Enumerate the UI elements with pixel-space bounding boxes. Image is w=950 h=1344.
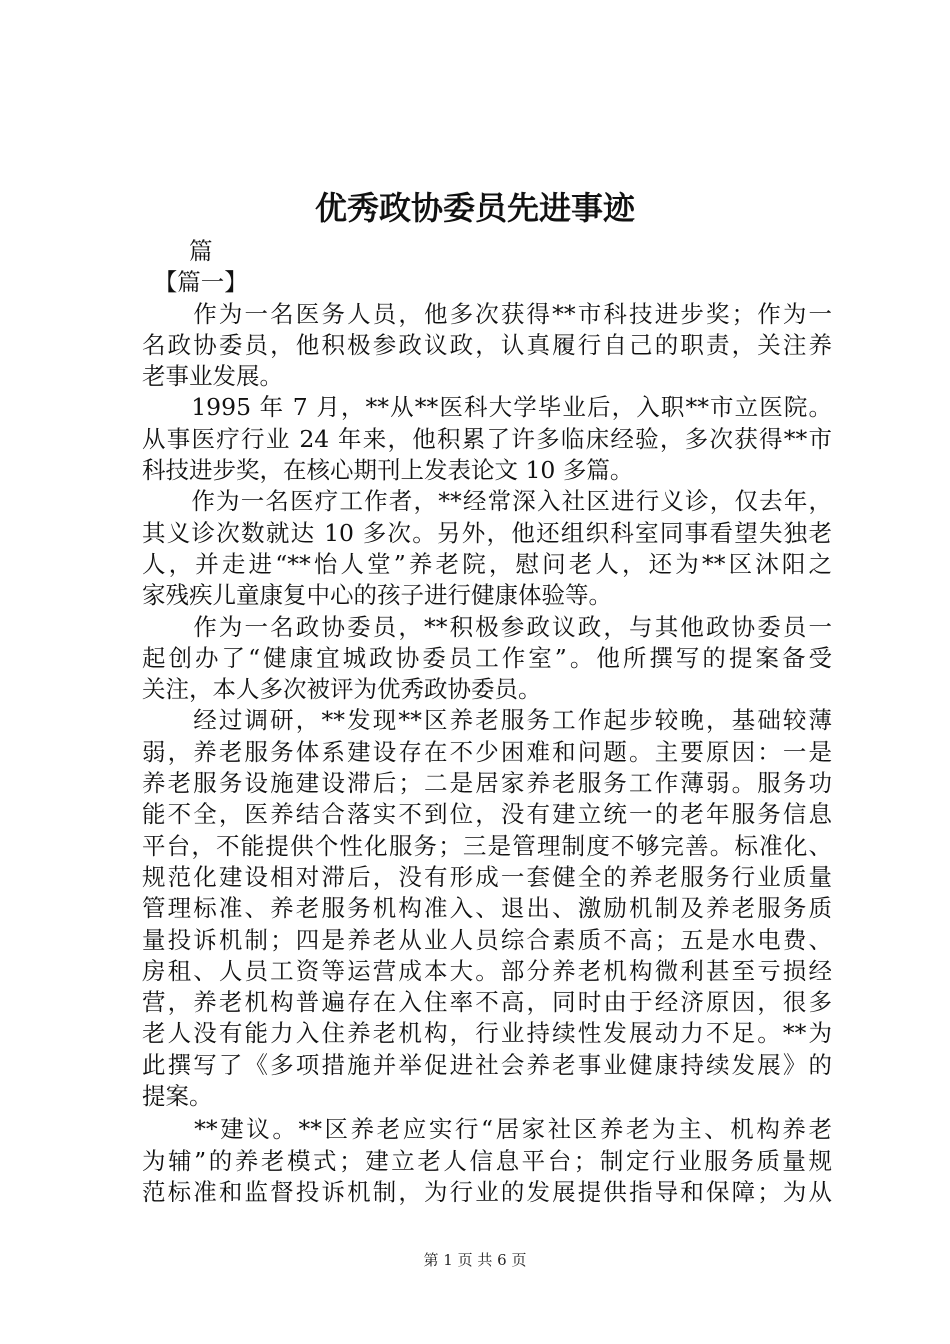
text-line: 能不全，医养结合落实不到位，没有建立统一的老年服务信息 bbox=[142, 800, 832, 829]
text-line: 从事医疗行业 24 年来，他积累了许多临床经验，多次获得**市 bbox=[142, 424, 832, 453]
text-line: 经过调研，**发现**区养老服务工作起步较晚，基础较薄 bbox=[142, 706, 832, 735]
text-line: 其义诊次数就达 10 多次。另外，他还组织科室同事看望失独老 bbox=[142, 518, 832, 547]
text-line: 1995 年 7 月，**从**医科大学毕业后，入职**市立医院。 bbox=[142, 393, 832, 422]
text-line: 为辅”的养老模式；建立老人信息平台；制定行业服务质量规 bbox=[142, 1146, 832, 1175]
text-line: 科技进步奖，在核心期刊上发表论文 10 多篇。 bbox=[142, 456, 634, 485]
text-line: 老人没有能力入住养老机构，行业持续性发展动力不足。**为 bbox=[142, 1019, 832, 1048]
text-line: 起创办了“健康宜城政协委员工作室”。他所撰写的提案备受 bbox=[142, 643, 832, 672]
text-line: 量投诉机制；四是养老从业人员综合素质不高；五是水电费、 bbox=[142, 925, 832, 954]
text-line: 名政协委员，他积极参政议政，认真履行自己的职责，关注养 bbox=[142, 330, 832, 359]
text-line: 作为一名医疗工作者，**经常深入社区进行义诊，仅去年， bbox=[142, 487, 832, 516]
document-body bbox=[142, 236, 832, 1208]
text-line: 范标准和监督投诉机制，为行业的发展提供指导和保障；为从 bbox=[142, 1177, 832, 1206]
text-line: 管理标准、养老服务机构准入、退出、激励机制及养老服务质 bbox=[142, 894, 832, 923]
text-line: 规范化建设相对滞后，没有形成一套健全的养老服务行业质量 bbox=[142, 862, 832, 891]
text-line: 人，并走进“**怡人堂”养老院，慰问老人，还为**区沐阳之 bbox=[142, 549, 832, 578]
text-line: 【篇一】 bbox=[142, 268, 248, 297]
text-line: 老事业发展。 bbox=[142, 362, 283, 391]
text-line: 养老服务设施建设滞后；二是居家养老服务工作薄弱。服务功 bbox=[142, 769, 832, 798]
text-line: 弱，养老服务体系建设存在不少困难和问题。主要原因：一是 bbox=[142, 737, 832, 766]
text-line: 关注，本人多次被评为优秀政协委员。 bbox=[142, 675, 542, 704]
text-line: 平台，不能提供个性化服务；三是管理制度不够完善。标准化、 bbox=[142, 831, 832, 860]
document-title: 优秀政协委员先进事迹 bbox=[314, 189, 635, 227]
text-line: 家残疾儿童康复中心的孩子进行健康体验等。 bbox=[142, 581, 612, 610]
text-line: 作为一名政协委员，**积极参政议政，与其他政协委员一 bbox=[142, 612, 832, 641]
text-line: 作为一名医务人员，他多次获得**市科技进步奖；作为一 bbox=[142, 299, 832, 328]
text-line: 此撰写了《多项措施并举促进社会养老事业健康持续发展》的 bbox=[142, 1050, 832, 1079]
text-line: 营，养老机构普遍存在入住率不高，同时由于经济原因，很多 bbox=[142, 988, 832, 1017]
text-line: **建议。**区养老应实行“居家社区养老为主、机构养老 bbox=[142, 1115, 832, 1144]
page-footer: 第 1 页 共 6 页 bbox=[423, 1251, 527, 1269]
text-line: 房租、人员工资等运营成本大。部分养老机构微利甚至亏损经 bbox=[142, 956, 832, 985]
text-line: 提案。 bbox=[142, 1082, 213, 1111]
text-line: 篇 bbox=[142, 237, 213, 265]
